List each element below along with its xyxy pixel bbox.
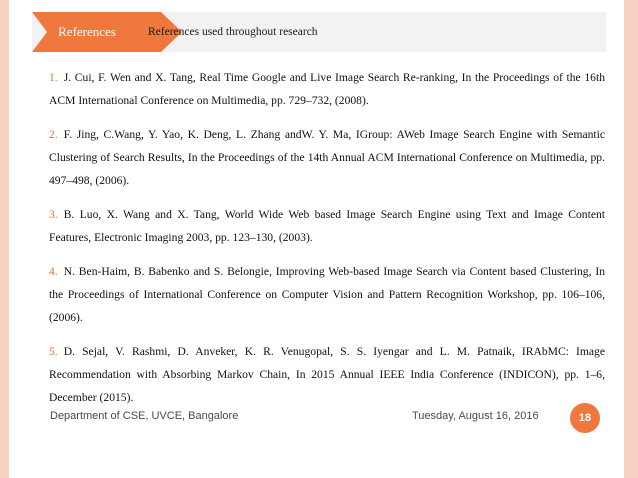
- reference-number: 3.: [49, 208, 58, 221]
- reference-text: N. Ben-Haim, B. Babenko and S. Belongie, Improving Web-based Image Search via Content based Clustering, In the Proceedings of International Conference on Computer Vision and Pattern Recognition Workshop, pp. 106–106, (2006).: [49, 265, 605, 324]
- reference-item: [49, 123, 605, 192]
- section-tag-label: References: [58, 24, 116, 39]
- reference-text: D. Sejal, V. Rashmi, D. Anveker, K. R. Venugopal, S. S. Iyengar and L. M. Patnaik, IRAbMC: Image Recommendation with Absorbing Markov Chain, In 2015 Annual IEEE India Conference (INDICON), pp. 1–6, December (2015).: [49, 345, 605, 404]
- reference-number: 4.: [49, 265, 58, 278]
- reference-text: B. Luo, X. Wang and X. Tang, World Wide Web based Image Search Engine using Text and Image Content Features, Electronic Imaging 2003, pp. 123–130, (2003).: [49, 208, 605, 244]
- page-number-badge: 18: [570, 403, 600, 433]
- reference-item: [49, 340, 605, 409]
- right-border: [624, 0, 638, 478]
- footer-date: Tuesday, August 16, 2016: [412, 410, 539, 422]
- reference-item: [49, 260, 605, 329]
- left-border: [0, 0, 9, 478]
- reference-number: 1.: [49, 71, 58, 84]
- reference-number: 2.: [49, 128, 58, 141]
- reference-list: [49, 66, 605, 420]
- reference-text: F. Jing, C.Wang, Y. Yao, K. Deng, L. Zhang andW. Y. Ma, IGroup: AWeb Image Search Engine with Semantic Clustering of Search Results, In the Proceedings of the 14th Annual ACM International Conference on Multimedia, pp. 497–498, (2006).: [49, 128, 605, 187]
- reference-item: [49, 203, 605, 249]
- reference-number: 5.: [49, 345, 58, 358]
- reference-text: J. Cui, F. Wen and X. Tang, Real Time Google and Live Image Search Re-ranking, In the Proceedings of the 16th ACM International Conference on Multimedia, pp. 729–732, (2008).: [49, 71, 605, 107]
- footer-department: Department of CSE, UVCE, Bangalore: [50, 410, 239, 422]
- reference-item: [49, 66, 605, 112]
- slide-title: References used throughout research: [148, 26, 318, 38]
